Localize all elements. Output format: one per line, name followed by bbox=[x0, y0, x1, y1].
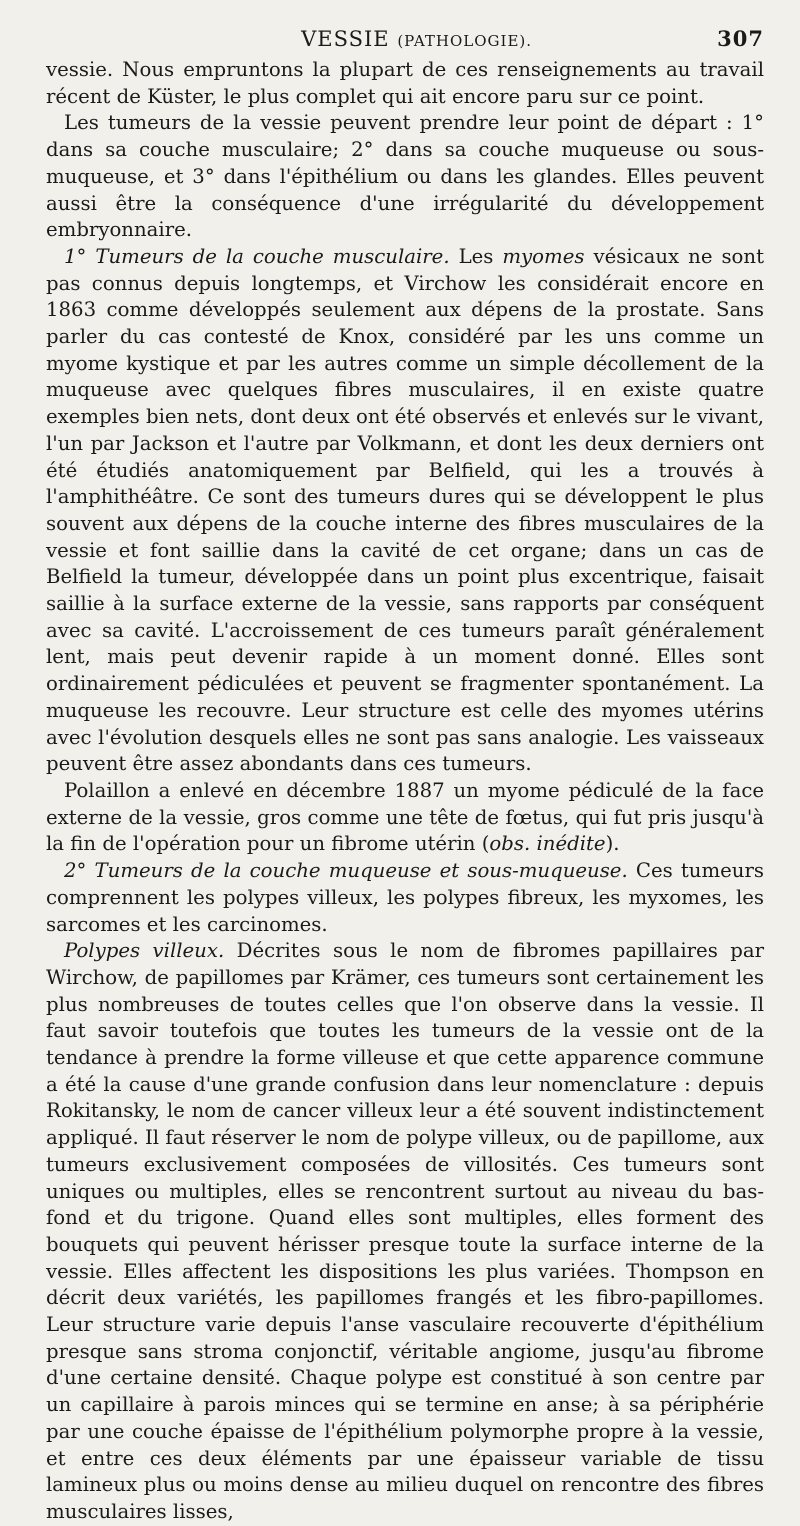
paragraph-1-text: vessie. Nous empruntons la plupart de ces renseignements au travail récent de Küster, le plus complet qui ait encore paru sur ce point. bbox=[46, 58, 764, 108]
running-title bbox=[46, 27, 717, 51]
term-myomes: myomes bbox=[502, 244, 585, 268]
section-heading-polypes-villeux: Polypes villeux. bbox=[64, 939, 225, 963]
paragraph-5 bbox=[46, 858, 764, 938]
paragraph-4-text: Polaillon a enlevé en décembre 1887 un myome pédiculé de la face externe de la vessie, gros comme une tête de fœtus, qui fut pris jusqu'à la fin de l'opération pour un fibrome utérin ( bbox=[46, 778, 764, 856]
paragraph-3-text: vésicaux ne sont pas connus depuis longtemps, et Virchow les considérait encore en 1863 comme développés seulement aux dépens de la prostate. Sans parler du cas contesté de Knox, considéré par les uns comme un myome kystique et par les autres comme un simple décollement de la muqueuse avec quelques fibres musculaires, il en existe quatre exemples bien nets, dont deux ont été observés et enlevés sur le vivant, l'un par Jackson et l'autre par Volkmann, et dont les deux derniers ont été étudiés anatomiquement par Belfield, qui les a trouvés à l'amphithéâtre. Ce sont des tumeurs dures qui se développent le plus souvent aux dépens de la couche interne des fibres musculaires de la vessie et font saillie dans la cavité de cet organe; dans un cas de Belfield la tumeur, développée dans un point plus excentrique, faisait saillie à la surface externe de la vessie, sans rapports par conséquent avec sa cavité. L'accroissement de ces tumeurs paraît généralement lent, mais peut devenir rapide à un moment donné. Elles sont ordinairement pédiculées et peuvent se fragmenter spontanément. La muqueuse les recouvre. Leur structure est celle des myomes utérins avec l'évolution desquels elles ne sont pas sans analogie. Les vaisseaux peuvent être assez abondants dans ces tumeurs. bbox=[46, 244, 764, 776]
paragraph-6-text: Décrites sous le nom de fibromes papillaires par Wirchow, de papillomes par Krämer, ces tumeurs sont certainement les plus nombreuses de toutes celles que l'on observe dans la vessie. Il faut savoir toutefois que toutes les tumeurs de la vessie ont de la tendance à prendre la forme villeuse et que cette apparence commune a été la cause d'une grande confusion dans leur nomenclature : depuis Rokitansky, le nom de cancer villeux leur a été souvent indistinctement appliqué. Il faut réserver le nom de polype villeux, ou de papillome, aux tumeurs exclusivement composées de villosités. Ces tumeurs sont uniques ou multiples, elles se rencontrent surtout au niveau du bas-fond et du trigone. Quand elles sont multiples, elles forment des bouquets qui peuvent hérisser presque toute la surface interne de la vessie. Elles affectent les dispositions les plus variées. Thompson en décrit deux variétés, les papillomes frangés et les fibro-papillomes. Leur structure varie depuis l'anse vasculaire recouverte d'épithélium presque sans stroma conjonctif, véritable angiome, jusqu'au fibrome d'une certaine densité. Chaque polype est constitué à son centre par un capillaire à parois minces qui se termine en anse; à sa périphérie par une couche épaisse de l'épithélium polymorphe propre à la vessie, et entre ces deux éléments par une épaisseur variable de tissu lamineux plus ou moins dense au milieu duquel on rencontre des fibres musculaires lisses, bbox=[46, 939, 764, 1523]
body-text bbox=[46, 57, 764, 1526]
running-header bbox=[46, 26, 764, 51]
section-heading-muqueuse: 2° Tumeurs de la couche muqueuse et sous-muqueuse. bbox=[64, 859, 628, 883]
paragraph-2-text: Les tumeurs de la vessie peuvent prendre leur point de départ : 1° dans sa couche musculaire; 2° dans sa couche muqueuse ou sous-muqueuse, et 3° dans l'épithélium ou dans les glandes. Elles peuvent aussi être la conséquence d'une irrégularité du développement embryonnaire. bbox=[46, 111, 764, 242]
paragraph-3 bbox=[46, 244, 764, 778]
paragraph-6 bbox=[46, 938, 764, 1525]
paragraph-4 bbox=[46, 778, 764, 858]
paragraph-1 bbox=[46, 57, 764, 110]
page-number: 307 bbox=[717, 26, 764, 51]
header-title: VESSIE bbox=[301, 27, 390, 51]
paragraph-5-text: Ces tumeurs comprennent les polypes villeux, les polypes fibreux, les myxomes, les sarcomes et les carcinomes. bbox=[46, 859, 764, 936]
paragraph-2 bbox=[46, 110, 764, 244]
section-heading-myomes: 1° Tumeurs de la couche musculaire. bbox=[64, 244, 450, 268]
paragraph-4-tail: ). bbox=[605, 832, 620, 856]
paragraph-3-lead: Les bbox=[449, 244, 503, 268]
note-obs-inedite: obs. inédite bbox=[489, 832, 606, 856]
header-subtitle: (PATHOLOGIE). bbox=[397, 32, 533, 50]
